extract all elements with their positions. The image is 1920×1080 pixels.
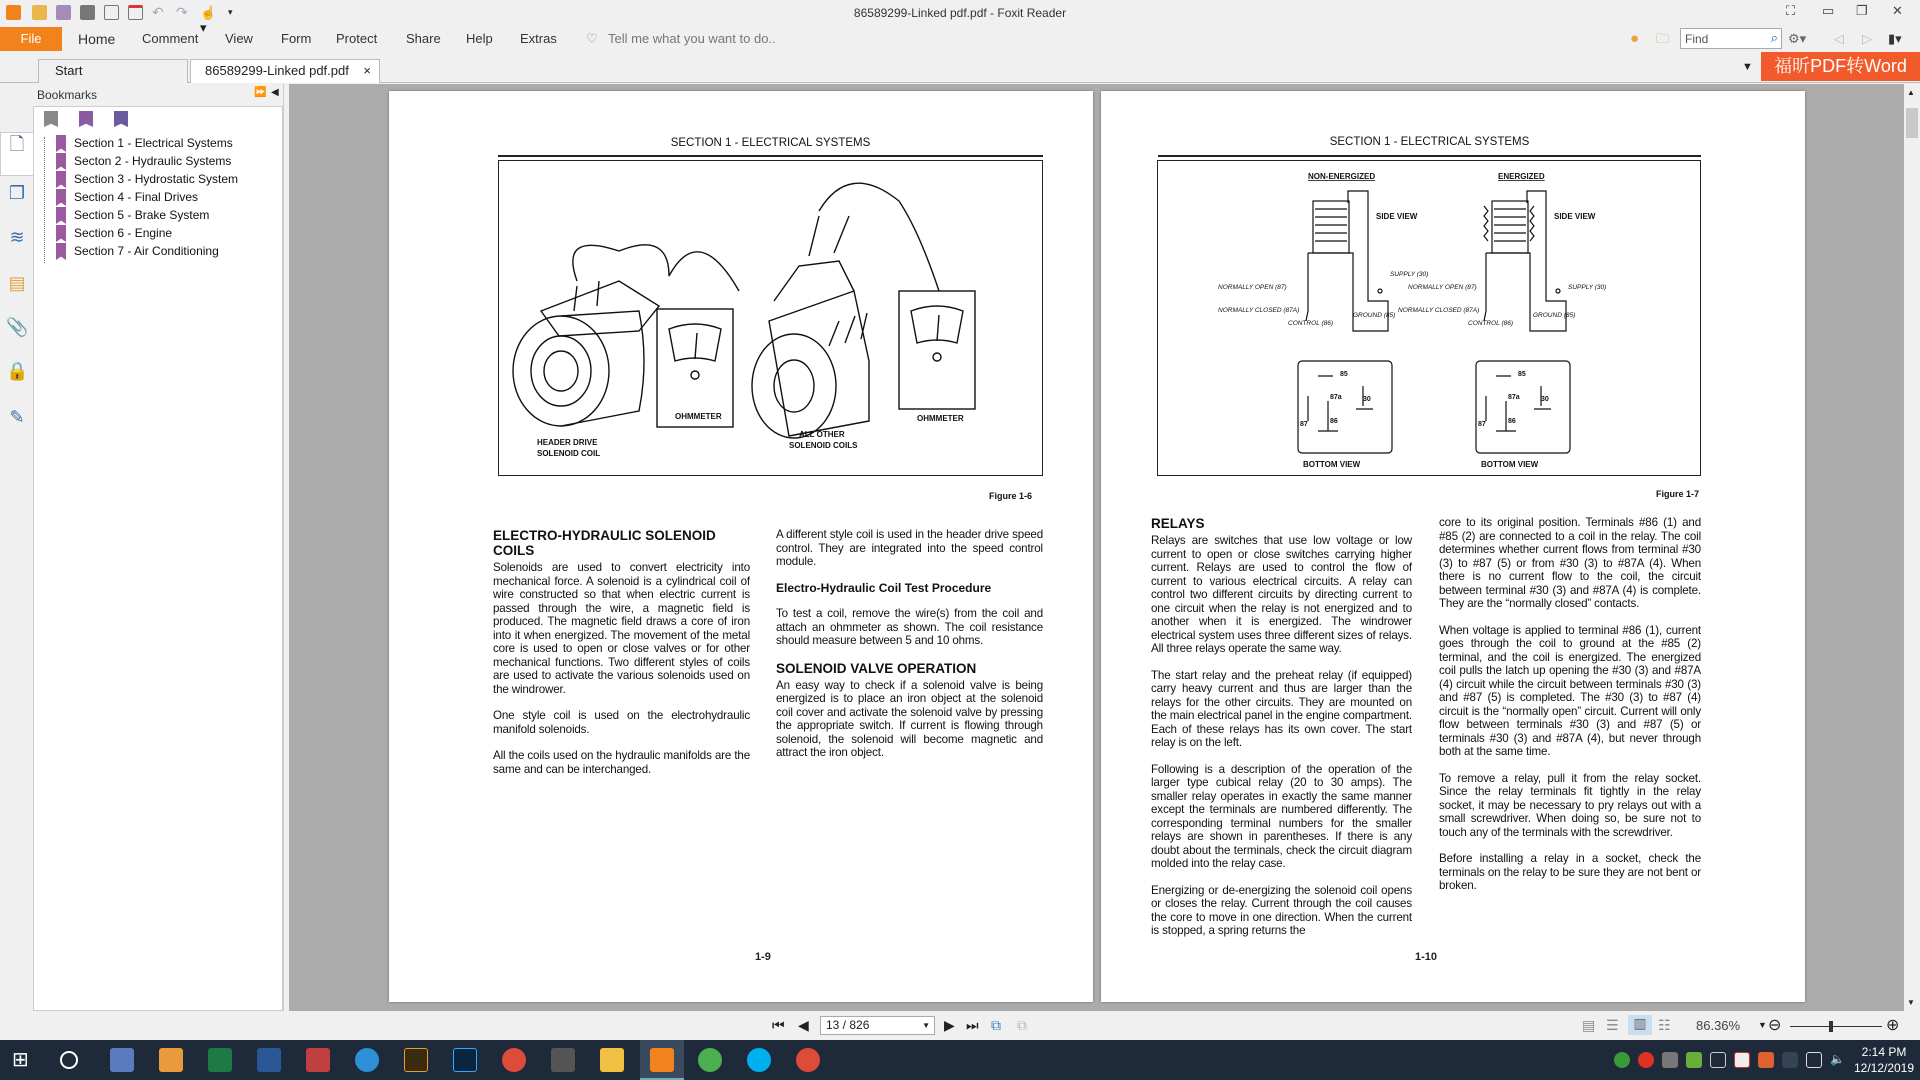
section-heading: SOLENOID VALVE OPERATION <box>776 660 977 676</box>
terminal-label: 87a <box>1508 394 1520 401</box>
tab-start-label: Start <box>55 63 83 78</box>
taskbar-app-icon[interactable] <box>306 1048 330 1072</box>
attachments-panel-icon[interactable]: 📎 <box>6 317 29 337</box>
search-icon[interactable]: ⌕ <box>1770 30 1778 45</box>
paragraph: core to its original position. Terminals #86 (1) and #85 (2) are connected to a coil in the relay. The coil determines whether current flows from terminal #30 (3) to #87 (5) or from #30 (3) to #87A (4). When there is no current flow to the coil, the circuit between terminal #30 (3) and #87A (4) is complete. They are the “normally closed” contacts. <box>1439 516 1701 610</box>
zoom-out-icon[interactable]: ⊖ <box>1768 1017 1782 1034</box>
paragraph: To test a coil, remove the wire(s) from the coil and attach an ohmmeter as shown. The coil resistance should measure between 5 and 10 ohms. <box>776 607 1043 647</box>
terminal-label: 30 <box>1541 396 1549 403</box>
diagram-label: NORMALLY OPEN (87) <box>1408 284 1477 291</box>
tell-me-input[interactable]: Tell me what you want to do.. <box>608 31 776 46</box>
bookmark-icon <box>56 189 66 206</box>
diagram-label: CONTROL (86) <box>1468 320 1514 327</box>
header-rule <box>498 155 1043 157</box>
signature-panel-icon[interactable]: ✎ <box>9 407 25 427</box>
paragraph: A different style coil is used in the header drive speed control. They are integrated into the speed control module. <box>776 528 1043 568</box>
paragraph: One style coil is used on the electrohydraulic manifold solenoids. <box>493 709 750 736</box>
diagram-label: SIDE VIEW <box>1376 212 1418 221</box>
usb-icon[interactable] <box>1710 1052 1726 1068</box>
text-column <box>1151 516 1412 951</box>
next-page-icon[interactable]: ▶ <box>944 1017 955 1033</box>
bookmark-label: Section 6 - Engine <box>74 226 173 240</box>
bookmark-item[interactable] <box>74 242 219 260</box>
terminal-label: 87a <box>1330 394 1342 401</box>
bookmark-label: Section 4 - Final Drives <box>74 190 199 204</box>
restore-button[interactable]: ❐ <box>1856 3 1868 18</box>
redo-icon[interactable]: ↷ <box>176 4 188 20</box>
photoshop-icon[interactable] <box>453 1048 477 1072</box>
bookmark-label: Section 7 - Air Conditioning <box>74 244 219 258</box>
figure-caption: Figure 1-7 <box>1656 489 1700 499</box>
menu-help[interactable]: Help <box>466 31 493 46</box>
zoom-level[interactable]: 86.36% <box>1696 1018 1741 1033</box>
delete-bookmark-icon[interactable] <box>44 111 58 127</box>
bridge-icon[interactable] <box>404 1048 428 1072</box>
pdf-page-right <box>1101 91 1805 1002</box>
layers-panel-icon[interactable]: ≋ <box>9 227 25 247</box>
status-bar <box>0 1012 1920 1040</box>
paragraph: When voltage is applied to terminal #86 (1), current goes through the coil to ground at the #85 (2) terminal, and the coil is energized. The energized coil pulls the latch up opening the #30 (3) and #87A (4) circuit while the circuit between terminals #30 (3) and #87 (5) is completed. The #30 (3) to #87 (4) circuit is the “normally open” circuit. Current will only flow between terminals #30 (3) and #87 (5) or terminals #30 (3) and #87A (4), but never through both at the same time. <box>1439 623 1701 758</box>
volume-muted-icon[interactable] <box>1758 1052 1774 1068</box>
diagram-label: NORMALLY CLOSED (87A) <box>1398 307 1480 314</box>
bookmark-label: Section 1 - Electrical Systems <box>74 136 233 150</box>
document-tabs <box>0 56 1920 83</box>
fullscreen-icon[interactable]: ⛶ <box>1786 3 1796 18</box>
find-field[interactable] <box>1680 28 1782 49</box>
windows-start-icon[interactable]: ⊞ <box>12 1049 29 1071</box>
paragraph: All the coils used on the hydraulic manifolds are the same and can be interchanged. <box>493 749 750 776</box>
bookmark-label: Section 5 - Brake System <box>74 208 210 222</box>
user-account-icon[interactable]: ▮▾ <box>1888 31 1902 46</box>
display-icon[interactable] <box>1782 1052 1798 1068</box>
terminal-label: 85 <box>1340 371 1348 378</box>
pdf-page-left <box>389 91 1093 1002</box>
terminal-label: 86 <box>1508 418 1516 425</box>
bookmark-item[interactable] <box>74 188 198 206</box>
continuous-facing-icon[interactable]: ☷ <box>1658 1017 1671 1033</box>
paragraph: Relays are switches that use low voltage or low current to open or close switches carrying higher current. Relays are used to control the flow of current to various electrical circuits. A relay can control two different circuits by directing current to one circuit when the relay is not energized and to another when it is energized. The windrower electrical system uses three different sizes of relays. All three relays operate the same way. <box>1151 534 1412 655</box>
text-column <box>776 528 1043 773</box>
clock-date: 12/12/2019 <box>1853 1061 1915 1075</box>
menu-file[interactable]: File <box>0 27 62 51</box>
page-number-field[interactable] <box>820 1016 935 1035</box>
paragraph: Solenoids are used to convert electricity into mechanical force. A solenoid is a cylindrical coil of wire constructed so that when electric current is passed through the wire, a magnetic field is produced. The magnetic field draws a core of iron into it when energized. The movement of the metal core is used to open or close valves or for other mechanical functions. Two different styles of coils are used to activate the various solenoids used on the windrower. <box>493 561 750 696</box>
paragraph: Following is a description of the operation of the larger type cubical relay (20 to 30 amps). The smaller relay operates in exactly the same manner except the terminals are numbered differently. The corresponding terminal numbers for the smaller relays are shown in parentheses. If there is any doubt about the terminals, check the circuit diagram molded into the relay case. <box>1151 762 1412 870</box>
coil-label: SOLENOID COIL <box>537 449 601 458</box>
gear-icon[interactable]: ⚙▾ <box>1788 31 1807 46</box>
tray-check-icon[interactable] <box>1686 1052 1702 1068</box>
find-input[interactable]: Find <box>1685 32 1709 46</box>
bookmarks-title: Bookmarks <box>37 88 98 102</box>
expand-panel-icon[interactable]: ⏩ <box>254 87 267 98</box>
zoom-slider-thumb[interactable] <box>1829 1021 1833 1032</box>
menu-home[interactable]: Home <box>78 31 116 47</box>
previous-view-icon[interactable]: ◁ <box>1834 31 1844 46</box>
diagram-label: CONTROL (86) <box>1288 320 1334 327</box>
terminal-label: 87 <box>1300 421 1308 428</box>
menu-protect[interactable]: Protect <box>336 31 378 46</box>
ohmmeter-label: OHMMETER <box>917 414 964 423</box>
windows-taskbar <box>0 1040 1920 1080</box>
excel-icon[interactable] <box>208 1048 232 1072</box>
chrome-icon[interactable] <box>796 1048 820 1072</box>
relay-illustration <box>1158 161 1699 474</box>
terminal-label: 85 <box>1518 371 1526 378</box>
page-indicator: 13 / 826 <box>826 1018 870 1032</box>
text-column <box>493 528 750 789</box>
diagram-label: ENERGIZED <box>1498 172 1545 181</box>
last-page-icon[interactable]: ⏭ <box>966 1017 979 1033</box>
diagram-label: GROUND (85) <box>1353 312 1396 319</box>
bookmark-item[interactable] <box>74 134 233 152</box>
text-column <box>1439 516 1701 906</box>
scroll-up-icon[interactable]: ▲ <box>1907 88 1915 97</box>
favorite-icon[interactable]: ● <box>1630 30 1640 47</box>
clock[interactable] <box>1852 1044 1916 1076</box>
previous-view-icon[interactable]: ⧉ <box>991 1017 1001 1033</box>
first-page-icon[interactable]: ⏮ <box>772 1017 785 1033</box>
previous-page-icon[interactable]: ◀ <box>798 1017 809 1033</box>
menu-form[interactable]: Form <box>281 31 312 46</box>
terminal-label: 86 <box>1330 418 1338 425</box>
diagram-label: NON-ENERGIZED <box>1308 172 1376 181</box>
title-bar <box>0 0 1920 35</box>
menu-view[interactable]: View <box>225 31 253 46</box>
diagram-label: BOTTOM VIEW <box>1303 460 1361 469</box>
skype-icon[interactable] <box>747 1048 771 1072</box>
bookmark-label: Section 3 - Hydrostatic System <box>74 172 239 186</box>
paragraph: Before installing a relay in a socket, check the terminals on the relay to be sure they are not bent or broken. <box>1439 852 1701 892</box>
diagram-label: NORMALLY OPEN (87) <box>1218 284 1287 291</box>
bookmark-icon <box>56 225 66 242</box>
collapse-panel-icon[interactable]: ◀ <box>271 87 279 98</box>
cortana-search-icon[interactable] <box>60 1051 78 1069</box>
pages-panel-icon[interactable]: ❐ <box>8 183 26 203</box>
diagram-label: SIDE VIEW <box>1554 212 1596 221</box>
network-icon[interactable] <box>1806 1052 1822 1068</box>
coil-label: HEADER DRIVE <box>537 438 598 447</box>
bookmark-item[interactable] <box>74 152 231 170</box>
page-header: SECTION 1 - ELECTRICAL SYSTEMS <box>1329 136 1530 148</box>
subheading: Electro-Hydraulic Coil Test Procedure <box>776 580 992 595</box>
scroll-down-icon[interactable]: ▼ <box>1907 998 1915 1007</box>
taskbar-app-icon[interactable] <box>698 1048 722 1072</box>
bookmarks-panel-icon[interactable]: 🗋 <box>0 132 33 176</box>
document-viewport[interactable] <box>289 84 1904 1011</box>
tab-list-dropdown-icon[interactable]: ▼ <box>1742 61 1753 73</box>
bookmark-item[interactable] <box>74 224 172 242</box>
file-explorer-icon[interactable] <box>600 1048 624 1072</box>
bookmark-icon <box>56 135 66 152</box>
paragraph: Energizing or de-energizing the solenoid coil opens or closes the relay. Current through the coil causes the core to move in one direction. When the current is stopped, a spring returns the <box>1151 883 1412 937</box>
diagram-label: BOTTOM VIEW <box>1481 460 1539 469</box>
diagram-label: SUPPLY (30) <box>1390 271 1429 278</box>
tray-v-icon[interactable] <box>1734 1052 1750 1068</box>
bookmark-icon <box>56 207 66 224</box>
ohmmeter-illustration <box>499 161 1041 474</box>
go-to-bookmark-icon[interactable] <box>114 111 128 127</box>
lightbulb-icon: ♡ <box>586 31 598 46</box>
bookmark-item[interactable] <box>74 206 209 224</box>
header-rule <box>1158 155 1701 157</box>
bookmark-icon <box>56 171 66 188</box>
single-page-icon[interactable]: ▤ <box>1582 1017 1596 1033</box>
ohmmeter-label: OHMMETER <box>675 412 722 421</box>
coil-label: ALL OTHER <box>799 430 845 439</box>
taskbar-app-icon[interactable] <box>110 1048 134 1072</box>
mega-icon[interactable] <box>1638 1052 1654 1068</box>
clock-time: 2:14 PM <box>1861 1045 1907 1059</box>
chrome-icon[interactable] <box>502 1048 526 1072</box>
minimize-button[interactable]: ▭ <box>1822 3 1835 18</box>
figure-ohmmeter-test <box>498 160 1043 476</box>
bookmarks-panel <box>33 106 283 1011</box>
paragraph: The start relay and the preheat relay (if equipped) carry heavy current and thus are larger than the relays for the other circuits. They are mounted on the main electrical panel in the engine compartment. Each of these relays has its own cover. The start relay is on the left. <box>1151 668 1412 749</box>
bookmark-label: Secton 2 - Hydraulic Systems <box>74 154 232 168</box>
zoom-in-icon[interactable]: ⊕ <box>1886 1017 1900 1034</box>
security-panel-icon[interactable]: 🔒 <box>6 361 29 381</box>
tray-camera-icon[interactable] <box>1662 1052 1678 1068</box>
figure-relay-diagram <box>1157 160 1701 476</box>
foxit-icon <box>650 1048 674 1072</box>
tray-app-icon[interactable] <box>1614 1052 1630 1068</box>
tab-document-label: 86589299-Linked pdf.pdf <box>205 63 349 78</box>
add-bookmark-icon[interactable] <box>79 111 93 127</box>
facing-page-icon[interactable]: ▥ <box>1628 1015 1652 1035</box>
tab-document[interactable] <box>190 59 380 83</box>
hand-tool-icon[interactable]: ☝▾ <box>200 5 217 35</box>
menu-comment[interactable]: Comment <box>142 31 199 46</box>
page-number: 1-10 <box>1415 951 1438 963</box>
search-folder-icon[interactable]: 🗀 <box>1656 31 1670 46</box>
paragraph: To remove a relay, pull it from the relay socket. Since the relay terminals fit tightly in the relay socket, it may be necessary to pry relays out with a small screwdriver. When doing so, be sure not to touch any of the terminals with the screwdriver. <box>1439 771 1701 839</box>
speaker-icon[interactable]: 🔈 <box>1830 1052 1845 1066</box>
coil-label: SOLENOID COILS <box>789 441 858 450</box>
menu-extras[interactable]: Extras <box>520 31 557 46</box>
terminal-label: 30 <box>1363 396 1371 403</box>
window-title: 86589299-Linked pdf.pdf - Foxit Reader <box>853 6 1067 20</box>
page-header: SECTION 1 - ELECTRICAL SYSTEMS <box>670 137 871 149</box>
bookmark-icon <box>56 243 66 260</box>
media-player-icon[interactable] <box>159 1048 183 1072</box>
page-number: 1-9 <box>755 951 771 963</box>
internet-explorer-icon[interactable] <box>355 1048 379 1072</box>
section-heading: ELECTRO-HYDRAULIC SOLENOID COILS <box>493 528 716 558</box>
bookmark-item[interactable] <box>74 170 238 188</box>
continuous-page-icon[interactable]: ☰ <box>1606 1017 1619 1033</box>
zoom-slider[interactable] <box>1790 1026 1882 1027</box>
camera-icon[interactable] <box>551 1048 575 1072</box>
undo-icon[interactable]: ↶ <box>152 4 164 20</box>
foxit-taskbar-button[interactable] <box>640 1040 684 1080</box>
customize-icon[interactable]: ▾ <box>228 7 233 17</box>
next-view-icon[interactable]: ⧉ <box>1017 1017 1027 1033</box>
paragraph: An easy way to check if a solenoid valve is being energized is to place an iron object at the solenoid coil cover and activate the solenoid valve by pressing the appropriate switch. If current is flowing through solenoid, the solenoid will become magnetic and attract the iron object. <box>776 678 1043 759</box>
ribbon-menu <box>0 27 1920 53</box>
menu-share[interactable]: Share <box>406 31 441 46</box>
bookmark-icon <box>56 153 66 170</box>
tab-start[interactable] <box>38 59 188 83</box>
diagram-label: SUPPLY (30) <box>1568 284 1607 291</box>
next-view-icon[interactable]: ▷ <box>1862 31 1872 46</box>
zoom-dropdown-icon[interactable]: ▼ <box>1758 1020 1767 1030</box>
word-icon[interactable] <box>257 1048 281 1072</box>
pdf-to-word-button[interactable]: 福昕PDF转Word <box>1761 52 1920 81</box>
tree-line <box>44 137 45 263</box>
vertical-scrollbar[interactable] <box>1904 84 1920 1011</box>
page-dropdown-icon[interactable]: ▼ <box>922 1021 930 1030</box>
terminal-label: 87 <box>1478 421 1486 428</box>
diagram-label: GROUND (85) <box>1533 312 1576 319</box>
comments-panel-icon[interactable]: ▤ <box>8 273 26 293</box>
close-button[interactable]: ✕ <box>1892 3 1903 18</box>
section-heading: RELAYS <box>1151 516 1205 531</box>
diagram-label: NORMALLY CLOSED (87A) <box>1218 307 1300 314</box>
close-tab-icon[interactable]: × <box>363 63 371 78</box>
scrollbar-thumb[interactable] <box>1906 108 1918 138</box>
figure-caption: Figure 1-6 <box>989 491 1033 501</box>
